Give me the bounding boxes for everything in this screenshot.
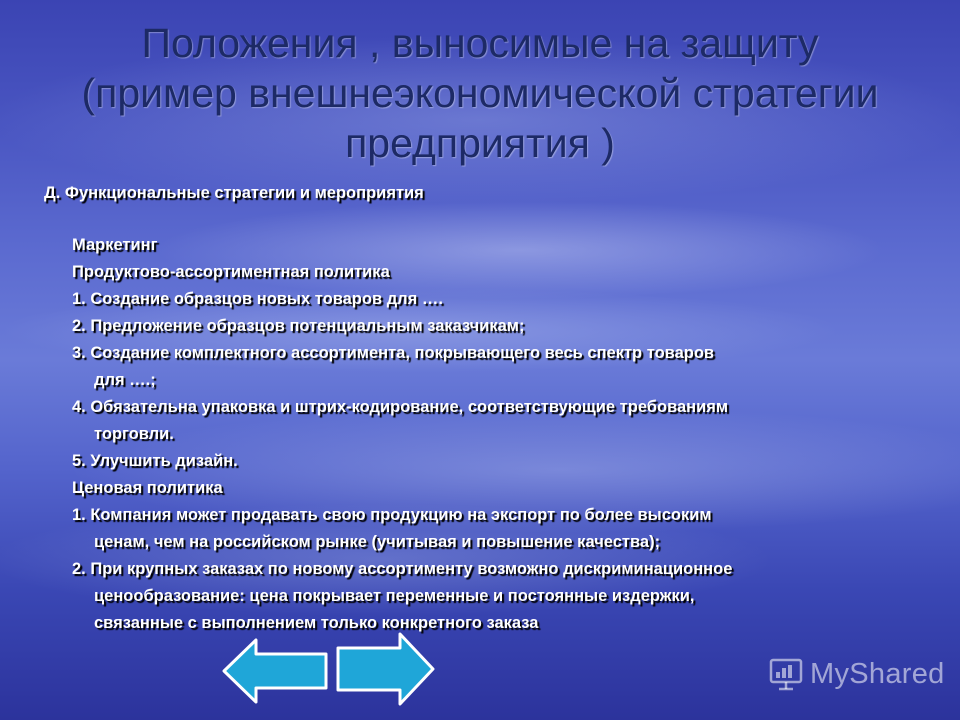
product-policy-heading: Продуктово-ассортиментная политика (72, 263, 390, 281)
left-arrow-icon (224, 640, 326, 702)
section-heading: Д. Функциональные стратегии и мероприятия (44, 184, 424, 202)
watermark-text: MyShared (810, 657, 945, 690)
right-arrow-icon (338, 634, 433, 704)
product-item-3-line-1: 3. Создание комплектного ассортимента, покрывающего весь спектр товаров (72, 344, 715, 362)
title-line-1: Положения , выносимые на защиту (141, 20, 819, 66)
product-item-4-line-1: 4. Обязательна упаковка и штрих-кодирование, соответствующие требованиям (72, 398, 729, 416)
presentation-board-icon (768, 656, 804, 692)
product-item-4-line-2: торговли. (94, 425, 174, 443)
title-line-2: (пример внешнеэкономической стратегии (81, 70, 879, 116)
previous-slide-button[interactable] (220, 636, 332, 706)
price-item-1-line-1: 1. Компания может продавать свою продукцию на экспорт по более высоким (72, 506, 712, 524)
product-item-3-line-2: для ….; (94, 371, 156, 389)
price-item-2-line-1: 2. При крупных заказах по новому ассортименту возможно дискриминационное (72, 560, 733, 578)
slide-title (40, 18, 920, 168)
product-item-5: 5. Улучшить дизайн. (72, 452, 238, 470)
price-policy-heading: Ценовая политика (72, 479, 223, 497)
next-slide-button[interactable] (334, 630, 438, 708)
marketing-heading: Маркетинг (72, 236, 158, 254)
price-item-1-line-2: ценам, чем на российском рынке (учитывая и повышение качества); (94, 533, 661, 551)
title-line-3: предприятия ) (345, 120, 615, 166)
price-item-2-line-2: ценообразование: цена покрывает переменные и постоянные издержки, (94, 587, 695, 605)
price-item-2-line-3: связанные с выполнением только конкретного заказа (94, 614, 539, 632)
myshared-watermark (768, 652, 948, 696)
product-item-1: 1. Создание образцов новых товаров для …. (72, 290, 443, 308)
product-item-2: 2. Предложение образцов потенциальным заказчикам; (72, 317, 525, 335)
